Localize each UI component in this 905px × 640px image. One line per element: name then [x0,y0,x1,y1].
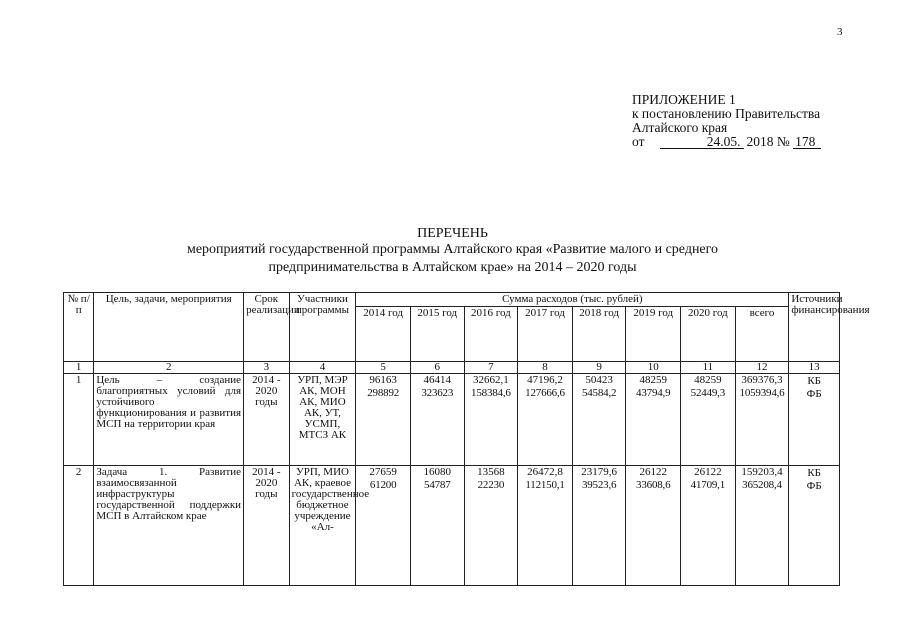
appendix-line-2: к постановлению Правительства [632,106,821,121]
row-num: 1 [64,374,94,466]
appendix-line-3: Алтайского края [632,120,728,135]
table-row [64,374,840,466]
value-kb: 47196,2 [527,374,563,386]
value-kb: 26122 [639,466,667,478]
measures-table [63,292,870,586]
decree-year: 2018 [746,134,774,149]
value-kb: 27659 [369,466,397,478]
value-kb: 26472,8 [527,466,563,478]
appendix-title: ПРИЛОЖЕНИЕ 1 [632,92,736,107]
row-participants: УРП, МЭР АК, МОН АК, МИО АК, УТ, УСМП, МТСЗ АК [289,374,356,466]
header-num: № п/п [64,293,94,362]
header-year-2019: 2019 год [626,307,681,362]
column-number: 4 [289,362,356,374]
column-number: 12 [735,362,789,374]
column-number: 1 [64,362,94,374]
header-year-2020: 2020 год [681,307,736,362]
decree-date: 24.05. [660,135,744,149]
column-number: 5 [356,362,411,374]
value-fb: 158384,6 [471,387,511,399]
value-cell-total [735,374,789,466]
appendix-date-line [632,135,821,149]
value-cell-2019 [626,466,681,586]
value-kb: 48259 [694,374,722,386]
header-year-2016: 2016 год [464,307,518,362]
header-participants: Участники программы [289,293,356,362]
source-fb: ФБ [806,388,822,400]
value-cell-2020 [681,466,736,586]
header-row [64,293,840,307]
value-fb: 365208,4 [742,479,782,491]
column-numbers-row [64,362,840,374]
number-sign: № [776,134,790,149]
header-year-2015: 2015 год [410,307,464,362]
row-num: 2 [64,466,94,586]
document-subtitle-line-2: предпринимательства в Алтайском крае» на 2014 – 2020 годы [268,260,637,275]
value-cell-2014 [356,374,411,466]
decree-number: 178 [793,135,821,149]
value-fb: 112150,1 [525,479,565,491]
value-fb: 33608,6 [636,479,671,491]
value-cell-2017 [518,466,573,586]
value-cell-2014 [356,466,411,586]
column-number: 13 [789,362,840,374]
header-source: Источники финансирования [789,293,840,362]
value-fb: 52449,3 [690,387,726,399]
appendix-header [632,93,821,149]
value-fb: 54584,2 [581,387,617,399]
source-fb: ФБ [806,480,822,492]
value-kb: 23179,6 [581,466,617,478]
source-kb: КБ [807,467,821,479]
value-kb: 46414 [423,374,452,386]
column-number: 10 [626,362,681,374]
header-term: Срок реализации [244,293,290,362]
value-cell-2019 [626,374,681,466]
page-number: 3 [837,26,843,38]
value-fb: 61200 [369,479,397,491]
row-sources [789,466,840,586]
column-number: 2 [94,362,244,374]
date-prefix: от [632,134,645,149]
value-fb: 39523,6 [581,479,617,491]
header-year-2017: 2017 год [518,307,573,362]
value-cell-2018 [572,466,626,586]
value-fb: 41709,1 [690,479,726,491]
value-kb: 96163 [369,374,397,386]
document-title: ПЕРЕЧЕНЬ [417,226,488,241]
header-goal: Цель, задачи, мероприятия [94,293,244,362]
header-total: всего [735,307,789,362]
row-goal: Задача 1. Развитие взаимосвязанной инфраструктуры государственной поддержки МСП в Алтайском крае [94,466,244,586]
value-kb: 369376,3 [741,374,783,386]
value-fb: 323623 [421,387,454,399]
value-fb: 1059394,6 [739,387,785,399]
row-sources [789,374,840,466]
header-year-2018: 2018 год [572,307,626,362]
column-number: 9 [572,362,626,374]
column-number: 3 [244,362,290,374]
value-cell-2017 [518,374,573,466]
value-kb: 16080 [423,466,452,478]
value-kb: 13568 [477,466,505,478]
row-term: 2014 - 2020 годы [244,374,290,466]
value-fb: 298892 [367,387,400,399]
document-subtitle-line-1: мероприятий государственной программы Алтайского края «Развитие малого и среднего [186,242,719,257]
value-cell-2015 [410,466,464,586]
column-number: 6 [410,362,464,374]
value-fb: 43794,9 [636,387,671,399]
value-cell-2016 [464,374,518,466]
header-year-2014: 2014 год [356,307,411,362]
value-fb: 54787 [424,479,451,491]
value-cell-2020 [681,374,736,466]
value-fb: 22230 [477,479,505,491]
value-kb: 26122 [694,466,722,478]
value-kb: 32662,1 [473,374,509,386]
value-kb: 159203,4 [741,466,783,478]
value-cell-2016 [464,466,518,586]
value-fb: 127666,6 [525,387,565,399]
column-number: 7 [464,362,518,374]
source-kb: КБ [807,375,821,387]
value-cell-2015 [410,374,464,466]
column-number: 8 [518,362,573,374]
row-goal: Цель – создание благоприятных условий для устойчивого функционирования и развития МСП на территории края [94,374,244,466]
row-participants: УРП, МИО АК, краевое государственное бюджетное учреждение «Ал- [289,466,356,586]
value-kb: 48259 [639,374,667,386]
value-kb: 50423 [585,374,613,386]
column-number: 11 [681,362,736,374]
value-cell-total [735,466,789,586]
row-term: 2014 - 2020 годы [244,466,290,586]
table-row [64,466,840,586]
value-cell-2018 [572,374,626,466]
header-sum: Сумма расходов (тыс. рублей) [356,293,789,307]
